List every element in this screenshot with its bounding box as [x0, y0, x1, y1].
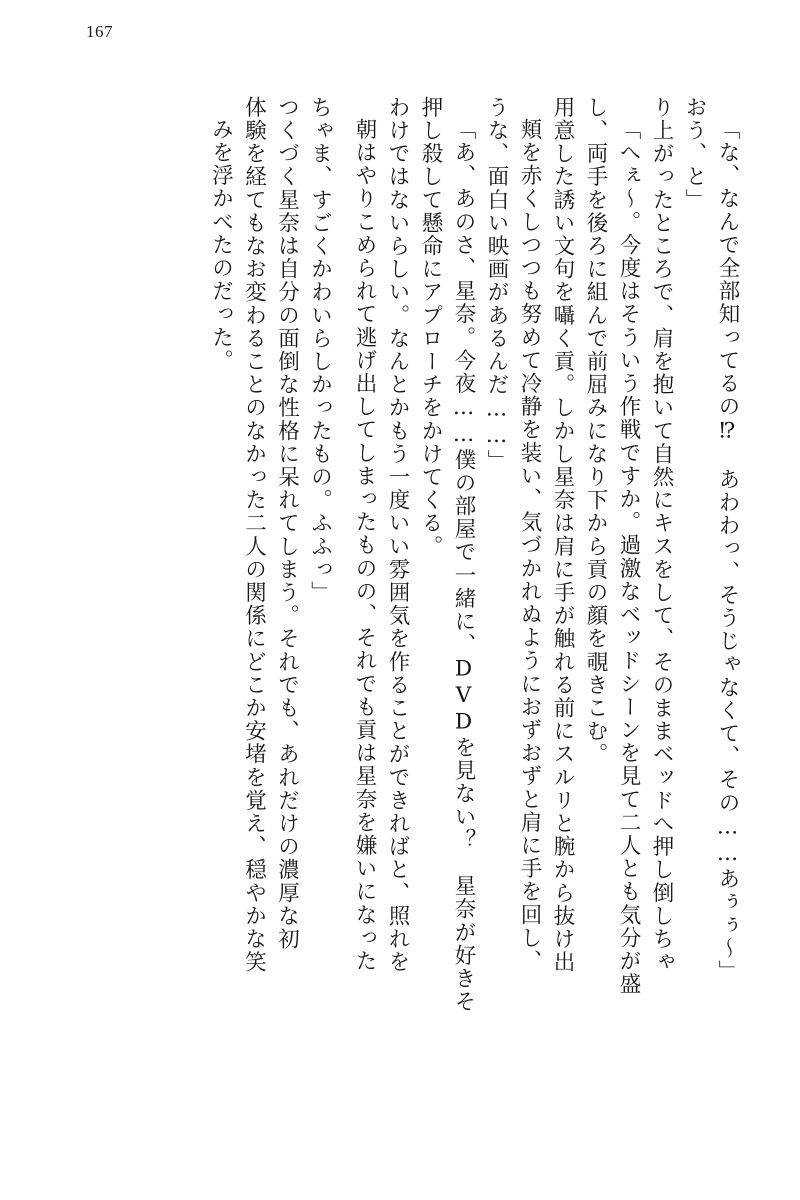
text-column: つくづく星奈は自分の面倒な性格に呆れてしまう。それでも、あれだけの濃厚な初 — [274, 96, 300, 951]
text-column: 体験を経てもなお変わることのなかった二人の関係にどこか安堵を覚え、穏やかな笑 — [241, 96, 267, 974]
page-number: 167 — [86, 22, 113, 41]
vertical-text-body — [199, 96, 739, 1166]
text-column: 押し殺して懸命にアプローチをかけてくる。 — [418, 96, 443, 558]
text-column: 頬を赤くしつつも努めて冷静を装い、気づかれぬようにおずおずと肩に手を回し、 — [517, 118, 542, 973]
text-column: わけではないらしい。なんとかもう一度いい雰囲気を作ることができればと、照れを — [385, 96, 410, 974]
text-column: り上がったところで、肩を抱いて自然にキスをして、そのままベッドへ押し倒しちゃ — [649, 96, 674, 974]
text-column: みを浮かべたのだった。 — [208, 118, 234, 373]
text-column: 「な、なんで全部知ってるの⁉ あわわっ、そうじゃなくて、その……あぅぅ～」 — [715, 118, 740, 984]
text-column: 用意した誘い文句を囁く貢。しかし星奈は肩に手が触れる前にスルリと腕から抜け出 — [550, 96, 575, 974]
text-column: し、両手を後ろに組んで前屈みになり下から貢の顔を覗きこむ。 — [583, 96, 608, 766]
text-column: 「あ、あのさ、星奈。今夜……僕の部屋で一緒に、DVDを見ない？ 星奈が好きそ — [451, 118, 476, 1014]
text-column: おう、と」 — [682, 96, 707, 212]
text-column: うな、面白い映画があるんだ……」 — [484, 96, 509, 473]
text-column: ちゃま、すごくかわいらしかったもの。ふふっ」 — [307, 96, 333, 605]
text-column: 「へぇ～。今度はそういう作戦ですか。過激なベッドシーンを見て二人とも気分が盛 — [616, 118, 641, 996]
text-column: 朝はやりこめられて逃げ出してしまったものの、それでも貢は星奈を嫌いになった — [352, 118, 377, 973]
